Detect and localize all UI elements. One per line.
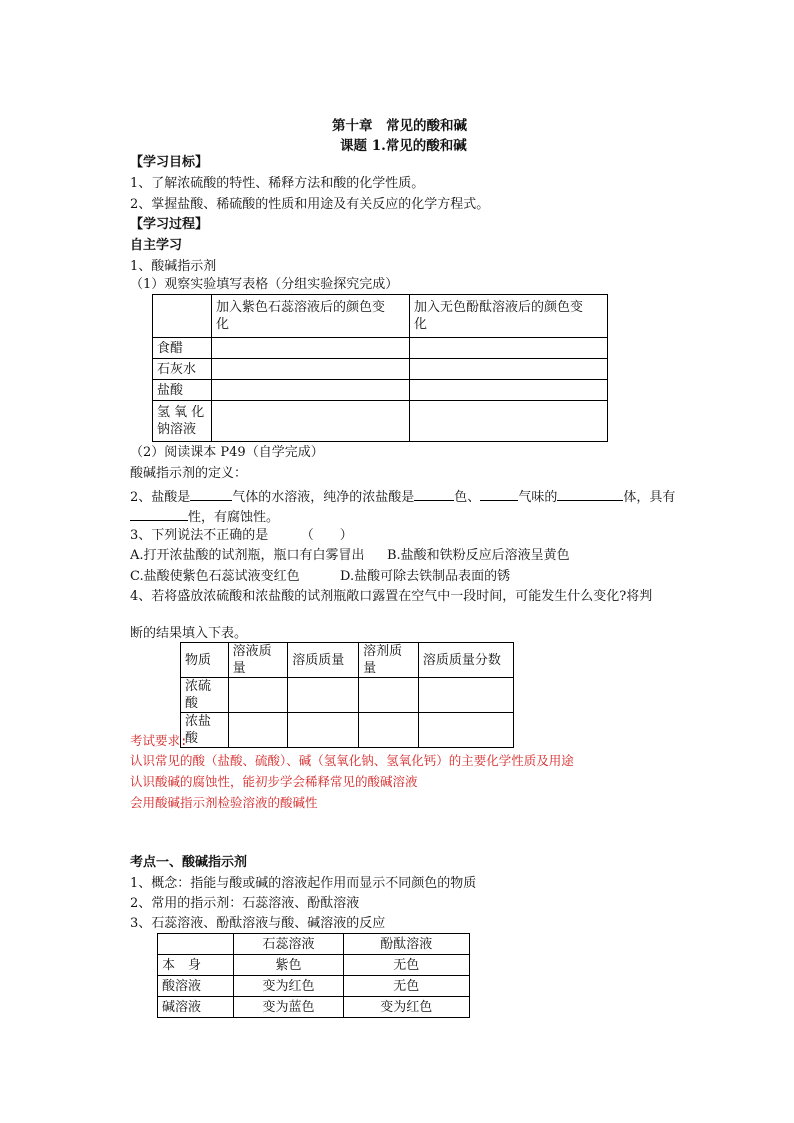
table2-header: 溶剂质量 bbox=[359, 643, 419, 678]
table3-corner bbox=[158, 934, 234, 955]
lesson-title: 课题 1.常见的酸和碱 bbox=[340, 138, 467, 154]
table2-header: 溶质质量分数 bbox=[418, 643, 513, 678]
q4-line2: 断的结果填入下表。 bbox=[130, 626, 248, 641]
table3-header: 石蕊溶液 bbox=[234, 934, 343, 955]
q1-part1: （1）观察实验填写表格（分组实验探究完成） bbox=[130, 277, 399, 292]
kaodian-item-2: 2、常用的指示剂：石蕊溶液、酚酞溶液 bbox=[130, 896, 360, 911]
table3-cell: 变为红色 bbox=[234, 976, 343, 997]
acid-exposure-table bbox=[180, 642, 514, 748]
table2-row-label: 浓盐酸 bbox=[181, 713, 229, 748]
q3-question: 3、下列说法不正确的是 （ ） bbox=[130, 528, 353, 543]
goals-heading: 【学习目标】 bbox=[130, 155, 209, 170]
table1-row-label: 食醋 bbox=[153, 338, 212, 359]
table2-cell[interactable] bbox=[288, 713, 359, 748]
table3-cell: 无色 bbox=[343, 976, 469, 997]
q3-option-a: A.打开浓盐酸的试剂瓶，瓶口有白雾冒出 bbox=[130, 548, 365, 563]
table3-cell: 变为红色 bbox=[343, 997, 469, 1018]
q4-line1: 4、若将盛放浓硫酸和浓盐酸的试剂瓶敞口露置在空气中一段时间，可能发生什么变化?将判 bbox=[130, 589, 653, 604]
table1-cell[interactable] bbox=[212, 401, 410, 442]
table1-corner bbox=[153, 295, 212, 338]
q3-option-d: D.盐酸可除去铁制品表面的锈 bbox=[340, 569, 511, 584]
table2-cell[interactable] bbox=[359, 713, 419, 748]
exam-item: 认识常见的酸（盐酸、硫酸）、碱（氢氧化钠、氢氧化钙）的主要化学性质及用途 bbox=[130, 753, 574, 768]
q1-part2: （2）阅读课本 P49（自学完成） bbox=[130, 445, 324, 460]
table2-header: 物质 bbox=[181, 643, 229, 678]
process-heading: 【学习过程】 bbox=[130, 217, 209, 232]
table1-row-label: 石灰水 bbox=[153, 359, 212, 380]
table2-cell[interactable] bbox=[288, 678, 359, 713]
exam-item: 会用酸碱指示剂检验溶液的酸碱性 bbox=[130, 795, 318, 810]
q3-option-b: B.盐酸和铁粉反应后溶液呈黄色 bbox=[387, 548, 570, 563]
kaodian-item-1: 1、概念：指能与酸或碱的溶液起作用而显示不同颜色的物质 bbox=[130, 876, 477, 891]
table1-header-phenol: 加入无色酚酞溶液后的颜色变 化 bbox=[410, 295, 608, 338]
self-study-label: 自主学习 bbox=[130, 238, 183, 253]
table1-cell[interactable] bbox=[410, 338, 608, 359]
table1-cell[interactable] bbox=[410, 380, 608, 401]
blank-field[interactable] bbox=[190, 486, 232, 501]
kaodian-heading: 考点一、酸碱指示剂 bbox=[130, 855, 248, 870]
table1-cell[interactable] bbox=[410, 401, 608, 442]
indicator-table bbox=[152, 294, 608, 442]
q3-option-c: C.盐酸使紫色石蕊试液变红色 bbox=[130, 569, 300, 584]
table3-cell: 无色 bbox=[343, 955, 469, 976]
q2-line1: 2、盐酸是 气体的水溶液，纯净的浓盐酸是 色、 气味的 体，具有 bbox=[130, 486, 675, 507]
q1-heading: 1、酸碱指示剂 bbox=[130, 259, 217, 274]
table1-cell[interactable] bbox=[212, 338, 410, 359]
table3-header: 酚酞溶液 bbox=[343, 934, 469, 955]
table2-cell[interactable] bbox=[359, 678, 419, 713]
table3-row-label: 本 身 bbox=[158, 955, 234, 976]
q2-line2: 性，有腐蚀性。 bbox=[130, 506, 279, 527]
chapter-title: 第十章 常见的酸和碱 bbox=[332, 118, 467, 134]
indicator-reaction-table bbox=[157, 933, 470, 1018]
table2-cell[interactable] bbox=[228, 713, 288, 748]
indicator-definition: 酸碱指示剂的定义： bbox=[130, 466, 248, 481]
blank-field[interactable] bbox=[480, 486, 518, 501]
table3-row-label: 碱溶液 bbox=[158, 997, 234, 1018]
table2-row-label: 浓硫酸 bbox=[181, 678, 229, 713]
table2-cell[interactable] bbox=[418, 713, 513, 748]
table1-cell[interactable] bbox=[410, 359, 608, 380]
goal-item-2: 2、掌握盐酸、稀硫酸的性质和用途及有关反应的化学方程式。 bbox=[130, 197, 490, 212]
table2-cell[interactable] bbox=[418, 678, 513, 713]
table3-row-label: 酸溶液 bbox=[158, 976, 234, 997]
table3-cell: 紫色 bbox=[234, 955, 343, 976]
kaodian-item-3: 3、石蕊溶液、酚酞溶液与酸、碱溶液的反应 bbox=[130, 916, 386, 931]
table2-cell[interactable] bbox=[228, 678, 288, 713]
blank-field[interactable] bbox=[414, 486, 454, 501]
table2-header: 溶质质量 bbox=[288, 643, 359, 678]
table3-cell: 变为蓝色 bbox=[234, 997, 343, 1018]
table1-cell[interactable] bbox=[212, 380, 410, 401]
exam-item: 认识酸碱的腐蚀性，能初步学会稀释常见的酸碱溶液 bbox=[130, 774, 418, 789]
table1-header-litmus: 加入紫色石蕊溶液后的颜色变 化 bbox=[212, 295, 410, 338]
table1-row-label: 盐酸 bbox=[153, 380, 212, 401]
exam-heading: 考试要求: bbox=[130, 733, 188, 748]
table1-cell[interactable] bbox=[212, 359, 410, 380]
blank-field[interactable] bbox=[557, 486, 623, 501]
goal-item-1: 1、了解浓硫酸的特性、稀释方法和酸的化学性质。 bbox=[130, 176, 425, 191]
table2-header: 溶液质量 bbox=[228, 643, 288, 678]
table1-row-label: 氢 氧 化 钠溶液 bbox=[153, 401, 212, 442]
blank-field[interactable] bbox=[130, 506, 188, 521]
